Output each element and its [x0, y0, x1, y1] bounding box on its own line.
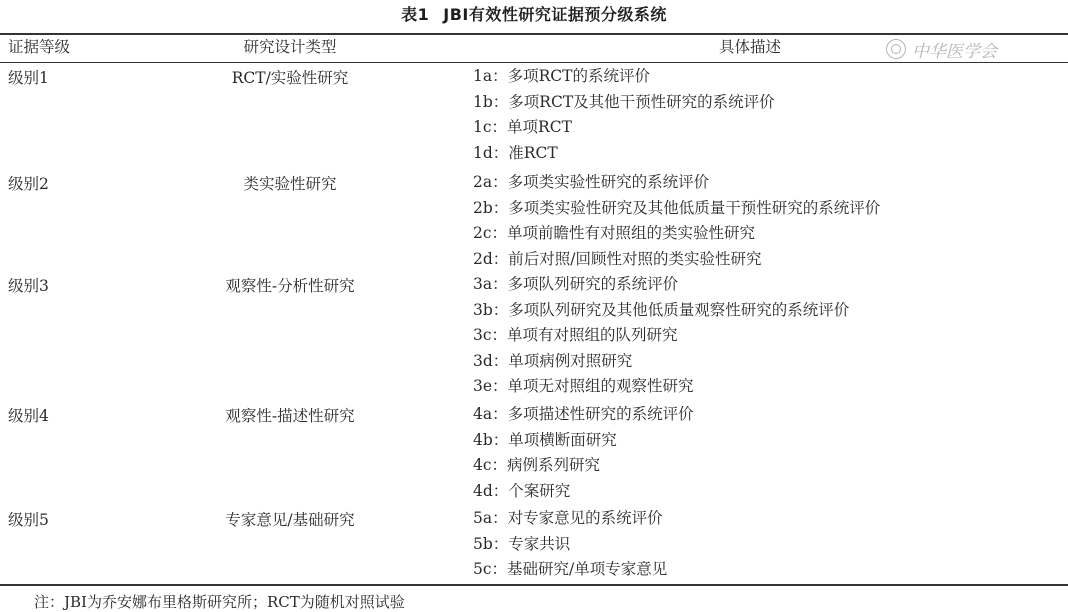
header-rule: [0, 62, 1068, 63]
description-item: 1d：准RCT: [473, 143, 558, 162]
row4-design: 观察性-描述性研究: [225, 407, 355, 425]
table-footnote: 注：JBI为乔安娜布里格斯研究所；RCT为随机对照试验: [34, 593, 405, 611]
description-item: 3c：单项有对照组的队列研究: [473, 326, 678, 345]
seal-icon: [886, 39, 906, 59]
header-design: 研究设计类型: [243, 38, 337, 56]
row5-descriptions: [473, 506, 667, 583]
row5-level: 级别5: [8, 511, 49, 529]
row2-level: 级别2: [8, 175, 49, 193]
description-item: 2b：多项类实验性研究及其他低质量干预性研究的系统评价: [473, 198, 881, 217]
row2-descriptions: [473, 170, 880, 272]
bottom-rule: [0, 584, 1068, 586]
description-item: 1a：多项RCT的系统评价: [473, 67, 650, 85]
description-item: 3e：单项无对照组的观察性研究: [473, 377, 694, 396]
row1-descriptions: [473, 64, 775, 166]
row1-level: 级别1: [8, 69, 49, 87]
table-title: JBI有效性研究证据预分级系统: [443, 5, 667, 24]
description-item: 3d：单项病例对照研究: [473, 351, 633, 370]
row2-design: 类实验性研究: [243, 175, 337, 193]
watermark-text: 中华医学会: [912, 41, 997, 62]
watermark: [886, 36, 997, 62]
row4-descriptions: [473, 402, 694, 504]
table-number: 表1: [401, 5, 430, 24]
description-item: 4b：单项横断面研究: [473, 430, 617, 449]
description-item: 3b：多项队列研究及其他低质量观察性研究的系统评价: [473, 300, 850, 319]
header-description: 具体描述: [718, 38, 781, 56]
description-item: 5c：基础研究/单项专家意见: [473, 560, 668, 579]
description-item: 2c：单项前瞻性有对照组的类实验性研究: [473, 224, 756, 243]
table-caption: [0, 2, 1068, 25]
row5-design: 专家意见/基础研究: [225, 511, 355, 529]
header-level: 证据等级: [8, 38, 71, 56]
row3-descriptions: [473, 272, 849, 400]
row1-design: RCT/实验性研究: [231, 69, 349, 87]
description-item: 1c：单项RCT: [473, 118, 572, 137]
row3-design: 观察性-分析性研究: [225, 277, 355, 295]
description-item: 3a：多项队列研究的系统评价: [473, 275, 679, 293]
description-item: 4a：多项描述性研究的系统评价: [473, 405, 694, 423]
description-item: 4d：个案研究: [473, 481, 571, 500]
row3-level: 级别3: [8, 277, 49, 295]
description-item: 4c：病例系列研究: [473, 456, 601, 475]
row4-level: 级别4: [8, 407, 49, 425]
description-item: 5a：对专家意见的系统评价: [473, 509, 663, 527]
description-item: 1b：多项RCT及其他干预性研究的系统评价: [473, 92, 775, 111]
description-item: 5b：专家共识: [473, 534, 571, 553]
description-item: 2a：多项类实验性研究的系统评价: [473, 173, 710, 191]
description-item: 2d：前后对照/回顾性对照的类实验性研究: [473, 249, 762, 268]
